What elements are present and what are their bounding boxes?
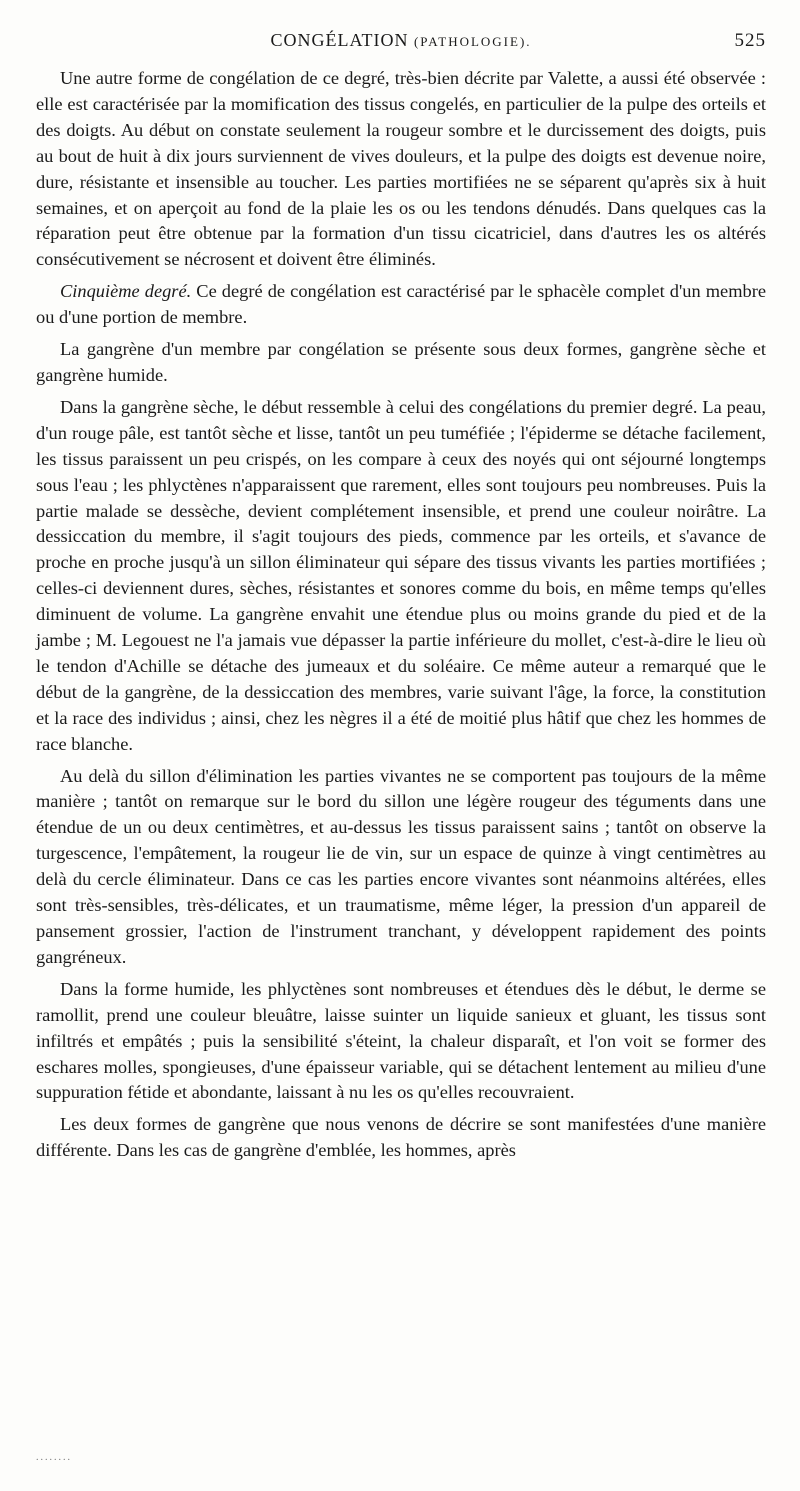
running-head	[36, 30, 766, 58]
paragraph-text: Dans la gangrène sèche, le début ressemble à celui des congélations du premier degré. La peau, d'un rouge pâle, est tantôt sèche et lisse, tantôt un peu tuméfiée ; l'épiderme se détache facilement, les tissus paraissent un peu crispés, on les compare à ceux des noyés qui ont séjourné longtemps sous l'eau ; les phlyctènes n'apparaissent que rarement, elles sont toujours peu nombreuses. Puis la partie malade se dessèche, devient complétement insensible, et prend une couleur noirâtre. La dessiccation du membre, il s'agit toujours des pieds, commence par les orteils, et s'avance de proche en proche jusqu'à un sillon éliminateur qui sépare des tissus vivants les parties mortifiées ; celles-ci deviennent dures, sèches, résistantes et sonores comme du bois, en même temps qu'elles diminuent de volume. La gangrène envahit une étendue plus ou moins grande du pied et de la jambe ; M. Legouest ne l'a jamais vue dépasser la partie inférieure du mollet, c'est-à-dire le lieu où le tendon d'Achille se détache des jumeaux et du soléaire. Ce même auteur a remarqué que le début de la gangrène, de la dessiccation des membres, varie suivant l'âge, la force, la constitution et la race des individus ; ainsi, chez les nègres il a été de moitié plus hâtif que chez les hommes de race blanche.	[36, 396, 766, 754]
paragraph	[36, 977, 766, 1107]
paragraph-text: La gangrène d'un membre par congélation se présente sous deux formes, gangrène sèche et gangrène humide.	[36, 339, 766, 385]
paragraph-text: Dans la forme humide, les phlyctènes sont nombreuses et étendues dès le début, le derme se ramollit, prend une couleur bleuâtre, laisse suinter un liquide sanieux et gluant, les tissus sont infiltrés et empâtés ; puis la sensibilité s'éteint, la chaleur disparaît, et l'on voit se former des eschares molles, spongieuses, d'une épaisseur variable, qui se détachent lentement au milieu d'une suppuration fétide et abondante, laissant à nu les os qu'elles recouvraient.	[36, 978, 766, 1103]
paragraph	[36, 337, 766, 389]
paragraph	[36, 1112, 766, 1164]
footer-marks: ........	[36, 1452, 72, 1463]
paragraph-text: Une autre forme de congélation de ce degré, très-bien décrite par Valette, a aussi été observée : elle est caractérisée par la momification des tissus congelés, en particulier de la pulpe des orteils et des doigts. Au début on constate seulement la rougeur sombre et le durcissement des doigts, puis au bout de huit à dix jours surviennent de vives douleurs, et la pulpe des doigts est devenue noire, dure, résistante et insensible au toucher. Les parties mortifiées ne se séparent qu'après six à huit semaines, et on aperçoit au fond de la plaie les os ou les tendons dénudés. Dans quelques cas la réparation peut être obtenue par la formation d'un tissu cicatriciel, dans d'autres les os altérés consécutivement se nécrosent et doivent être éliminés.	[36, 68, 766, 270]
running-title-section: (PATHOLOGIE).	[413, 34, 532, 49]
running-title-main: CONGÉLATION	[270, 30, 409, 50]
paragraph-lead: Cinquième degré.	[60, 281, 192, 302]
page-number: 525	[734, 30, 766, 51]
body-text	[36, 66, 766, 1170]
running-title	[36, 30, 766, 51]
paragraph-text: Ce degré de congélation est caractérisé par le sphacèle complet d'un membre ou d'une portion de membre.	[36, 281, 767, 328]
paragraph	[36, 279, 766, 331]
paragraph-text: Les deux formes de gangrène que nous venons de décrire se sont manifestées d'une manière différente. Dans les cas de gangrène d'emblée, les hommes, après	[36, 1114, 766, 1161]
paragraph	[36, 66, 766, 273]
paragraph	[36, 764, 766, 971]
paragraph-text: Au delà du sillon d'élimination les parties vivantes ne se comportent pas toujours de la même manière ; tantôt on remarque sur le bord du sillon une légère rougeur des téguments dans une étendue de un ou deux centimètres, et au-dessus les tissus paraissent sains ; tantôt on observe la turgescence, l'empâtement, la rougeur lie de vin, sur un espace de quinze à vingt centimètres au delà du cercle éliminateur. Dans ce cas les parties encore vivantes sont néanmoins altérées, elles sont très-sensibles, très-délicates, et un traumatisme, même léger, la pression d'un appareil de pansement grossier, l'action de l'instrument tranchant, y développent rapidement des points gangréneux.	[36, 765, 766, 967]
paragraph	[36, 395, 766, 758]
